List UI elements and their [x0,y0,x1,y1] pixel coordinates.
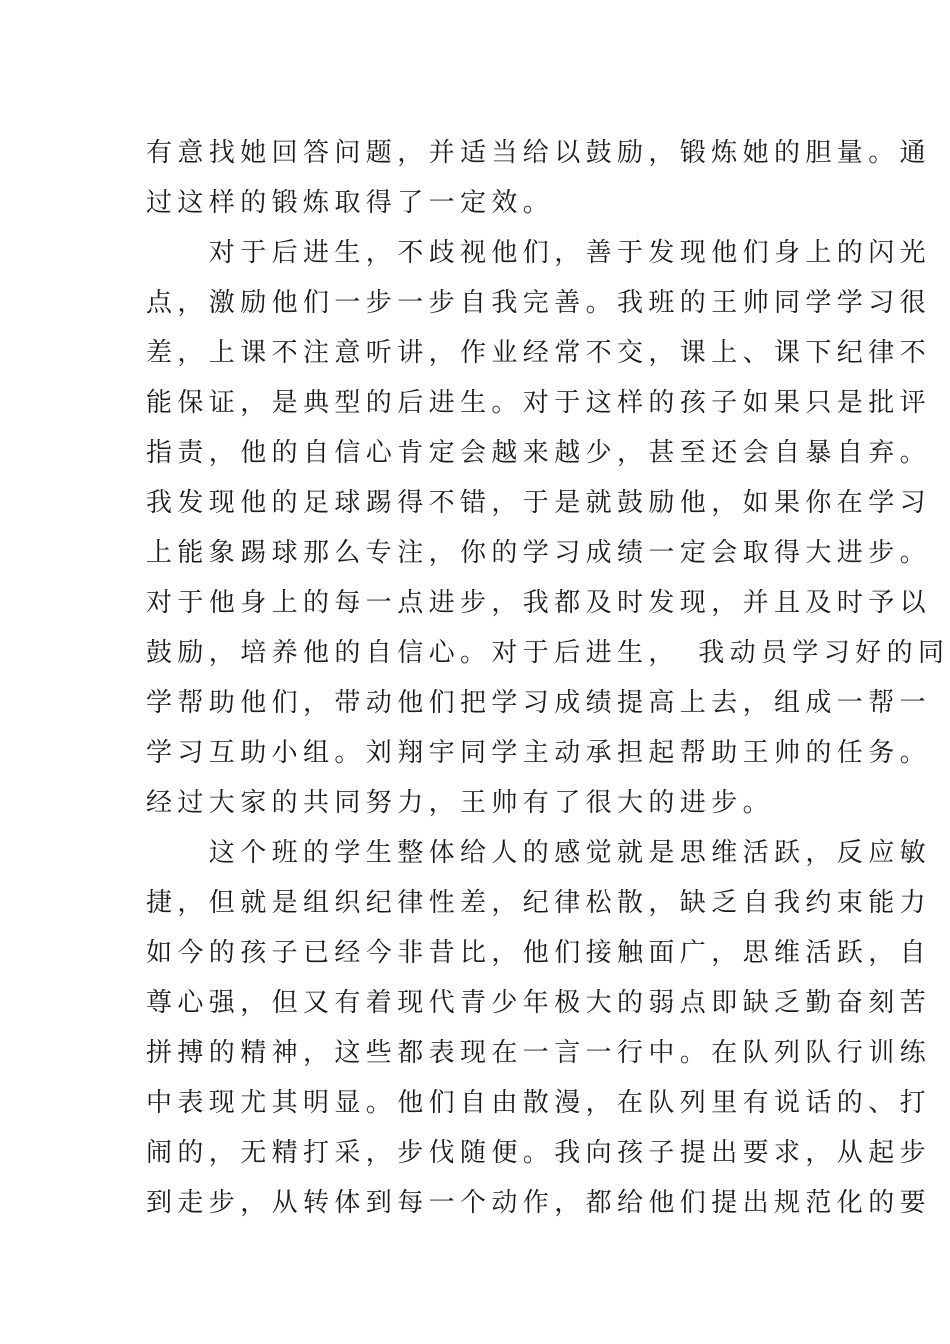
text-line: 闹的，无精打采，步伐随便。我向孩子提出要求，从起步 [146,1138,932,1168]
text-line: 对于他身上的每一点进步，我都及时发现，并且及时予以 [146,588,932,618]
text-line: 鼓励，培养他的自信心。对于后进生， 我动员学习好的同 [146,638,950,668]
text-line: 学习互助小组。刘翔宇同学主动承担起帮助王帅的任务。 [146,738,932,768]
text-line: 这个班的学生整体给人的感觉就是思维活跃，反应敏 [146,838,932,868]
text-line: 差，上课不注意听讲，作业经常不交，课上、课下纪律不 [146,338,932,368]
body-text [146,128,950,1228]
text-line: 有意找她回答问题，并适当给以鼓励，锻炼她的胆量。通 [146,138,932,168]
text-line: 到走步，从转体到每一个动作，都给他们提出规范化的要 [146,1188,932,1218]
text-line: 中表现尤其明显。他们自由散漫，在队列里有说话的、打 [146,1088,932,1118]
text-line: 学帮助他们，带动他们把学习成绩提高上去，组成一帮一 [146,688,932,718]
text-line: 经过大家的共同努力，王帅有了很大的进步。 [146,788,775,818]
text-line: 我发现他的足球踢得不错，于是就鼓励他，如果你在学习 [146,488,932,518]
text-line: 尊心强，但又有着现代青少年极大的弱点即缺乏勤奋刻苦 [146,988,932,1018]
text-line: 过这样的锻炼取得了一定效。 [146,188,555,218]
text-line: 能保证，是典型的后进生。对于这样的孩子如果只是批评 [146,388,932,418]
text-line: 点，激励他们一步一步自我完善。我班的王帅同学学习很 [146,288,932,318]
text-line: 指责，他的自信心肯定会越来越少，甚至还会自暴自弃。 [146,438,932,468]
text-line: 对于后进生，不歧视他们，善于发现他们身上的闪光 [146,238,932,268]
text-line: 上能象踢球那么专注，你的学习成绩一定会取得大进步。 [146,538,932,568]
text-line: 捷，但就是组织纪律性差，纪律松散，缺乏自我约束能力 [146,888,932,918]
text-line: 如今的孩子已经今非昔比，他们接触面广，思维活跃，自 [146,938,932,968]
text-line: 拼搏的精神，这些都表现在一言一行中。在队列队行训练 [146,1038,932,1068]
